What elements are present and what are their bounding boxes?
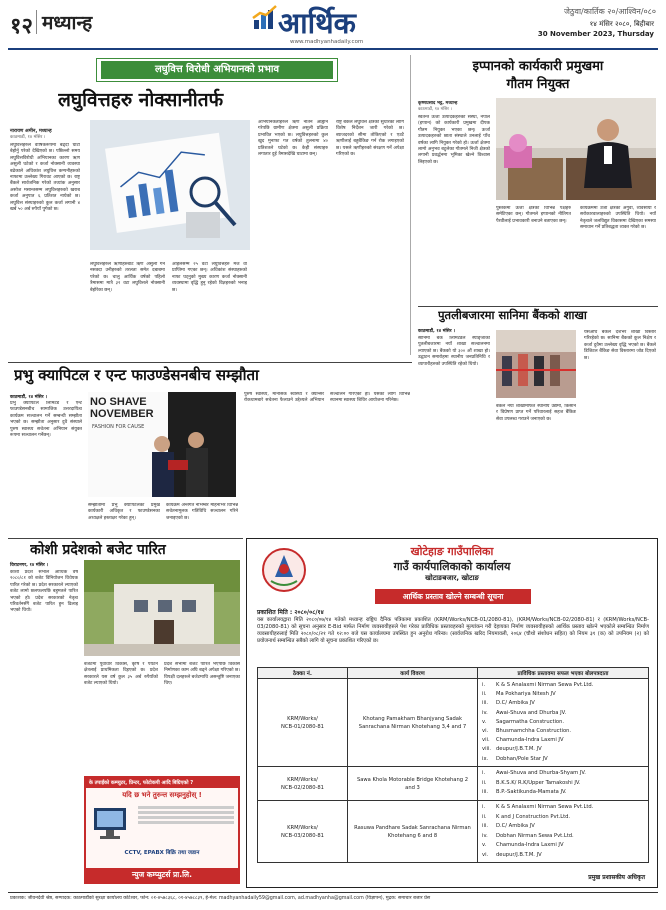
logo-wordmark: आर्थिक xyxy=(278,6,356,40)
story1-byline: नारायण अमीन, मध्यान्ह xyxy=(10,129,52,134)
header-work: कार्य विवरण xyxy=(348,668,478,678)
story4-rule xyxy=(8,362,412,363)
row3-contract: KRM/Works/ NCB-03/2080-81 xyxy=(258,801,348,862)
notice-office3: खोटाङबजार, खोटाङ xyxy=(425,574,479,582)
story1-headline[interactable]: लघुवित्तहरु नोक्सानीतर्फ xyxy=(58,89,224,111)
story4-col1: प्रभु क्यापिटल लिमिटेड र एन्ट फाउण्डेसनबीच सामाजिक उत्तरदायित्व कार्यक्रम सञ्चालन गर्ने सम्बन्धी सम्झौता भएको छ। सम्झौता अनुसार दुवै संस्थाले पुरुष स्वास्थ्य सचेतना अभियान संयुक्त रूपमा सञ्चालन गर्नेछन्। xyxy=(10,401,82,439)
story1-col5: राष्ट्र बैंकले लघुवित्त क्षेत्रको सुधारका लागि विशेष निर्देशन जारी गरेको छ। ब्याजदरको सीमा तोकिएको र एउटै ऋणीलाई बहुबैंकिङ गर्न रोक लगाइएको छ। यसले ऋणीहरुको संरक्षण गर्ने अपेक्षा गरिएको छ। xyxy=(336,120,404,158)
bidder-item: ii. K and J Construction Pvt.Ltd. xyxy=(482,813,571,820)
assembly-building-photo xyxy=(84,560,240,656)
no-shave-subtitle: FASHION FOR CAUSE xyxy=(92,424,145,430)
computer-icon xyxy=(90,804,134,844)
row1-bidders xyxy=(478,679,648,766)
notice-pub-date: प्रकाशित मिति : २०८०/०८/१४ xyxy=(257,609,324,616)
table-row xyxy=(257,767,649,801)
notice-table xyxy=(257,667,649,863)
notice-office1: खोटेहाङ गाउँपालिका xyxy=(410,545,494,558)
story3-col2: बैंकले नयाँ शाखामार्फत स्थानीय उद्यमी, किसान र विप्रेषण प्राप्त गर्ने परिवारलाई सहज बैंकिङ सेवा उपलब्ध गराउने जनाएको छ। xyxy=(496,404,576,422)
row1-contract: KRM/Works/ NCB-01/2080-81 xyxy=(258,679,348,766)
public-notice xyxy=(246,538,658,888)
story2-byline-block xyxy=(418,100,488,112)
story1-byline-block xyxy=(10,128,80,140)
masthead-rule xyxy=(8,48,658,50)
story5-headline[interactable]: कोशी प्रदेशको बजेट पारित xyxy=(30,542,166,558)
story4-col3: कार्यक्रम अन्तर्गत नोभेम्बर महिनाभर विभिन्न सचेतनामूलक गतिविधि सञ्चालन गरिने जनाइएको छ। xyxy=(166,503,238,521)
ad-line3: CCTV, EPABX बिक्रि तथा जडान xyxy=(124,850,200,856)
story2-col3: कार्यक्रममा उर्जा क्षेत्रका अगुवा, व्यवसायी र सरोकारवालाहरुको उपस्थिति थियो। नयाँ नेतृत्वले जलविद्युत विकासमा देखिएका समस्या समाधान गर्ने प्रतिबद्धता व्यक्त गरेको छ। xyxy=(580,206,656,231)
story3-byline: काठमाडौं, १४ मंसिर । xyxy=(418,329,455,334)
ad-line2: यदि छ भने तुरुन्त सम्झनुहोस् ! xyxy=(122,791,202,799)
story2-dateline: काठमाडौं, १४ मंसिर । xyxy=(418,107,452,112)
bidder-item: i. K & S Analaxmi Nirman Sewa Pvt.Ltd. xyxy=(482,804,594,810)
story4-headline[interactable]: प्रभु क्यापिटल र एन्ट फाउण्डेसनबीच सम्झौता xyxy=(14,366,259,384)
bidder-item: viii. deupur/J.B.T.M. JV xyxy=(482,746,542,753)
story1-kicker: लघुवित्त विरोधी अभियानको प्रभाव xyxy=(101,61,333,79)
table-row xyxy=(257,679,649,767)
row3-work: Rasuwa Pandhare Sadak Sanrachana Nirman Khotehang 6 and 8 xyxy=(348,801,478,862)
finance-chart-illustration xyxy=(90,120,250,250)
story3-headline[interactable]: पुतलीबजारमा सानिमा बैंकको शाखा xyxy=(438,308,587,322)
notice-signature: प्रमुख प्रशासकीय अधिकृत xyxy=(588,874,645,881)
no-shave-banner: NO SHAVE NOVEMBER xyxy=(90,396,154,420)
computer-ad[interactable] xyxy=(84,776,240,884)
story3-photo xyxy=(496,330,576,398)
column-rule xyxy=(410,55,411,355)
bidder-item: vi. Bhusmamchha Construction. xyxy=(482,728,572,735)
bidder-item: vii. Chamunda-Indra Laxmi JV xyxy=(482,737,564,744)
story5-col2: बजेटमा पूर्वाधार विकास, कृषि र पर्यटन क्षेत्रलाई प्राथमिकता दिइएको छ। प्रदेश सरकारले यस वर्ष कुल ३५ अर्ब रुपैयाँको बजेट ल्याएको थियो। xyxy=(84,662,158,687)
bidder-item: iv. Dobhan Nirman Sewa Pvt.Ltd. xyxy=(482,832,574,839)
story2-col2: पुस्तकमा ऊर्जा क्षेत्रका विभिन्न पक्षहरु समेटिएका छन्। गौतमले इप्पानको नीतिगत पैरवीलाई प्रभावकारी बनाउने बताएका छन्। xyxy=(496,206,571,224)
story5-col1: कोशी प्रदेश सभाले आर्थिक वर्ष २०८०/८१ को बजेट विनियोजन विधेयक पारित गरेको छ। प्रदेश सरकारले ल्याएको बजेट लामो छलफलपछि बहुमतले पारित भएको हो। प्रदेश सरकारको नेतृत्व परिवर्तनसँगै बजेट पारित हुन ढिलाइ भएको थियो। xyxy=(10,570,78,614)
bidder-item: iii. B.P.-Saktikunda-Mamata JV. xyxy=(482,789,567,795)
bidder-item: iv. Awai-Shuva and Dhurba JV. xyxy=(482,709,567,716)
notice-title: आर्थिक प्रस्ताव खोल्ने सम्बन्धी सूचना xyxy=(375,589,531,604)
bidder-item: i. K & S Analaxmi Nirman Sewa Pvt.Ltd. xyxy=(482,682,594,688)
story4-col4: पुरुष स्वास्थ्य, मानसिक स्वास्थ्य र क्यान्सर रोकथामबारे सचेतना फैलाउने उद्देश्यले अभियान सञ्चालन गरिएको हो। यसका लागि विभिन्न स्थानमा स्वास्थ्य शिविर आयोजना गरिनेछ। xyxy=(244,392,410,404)
footer-imprint: प्रकाशक: जीवनदेवी श्रेष्ठ, सम्पादक: काठमाडौंको सुरक्षा कार्यालय कोटेश्वर, फोन: ०१-४५७८३६८, ०१-४५७८८३९, ई-मेल: madhyanhadaily59@gmail.com, ad.madhyanha@gmail.com (विज्ञापन), मुद्रक: समाचार बजार प्रेस xyxy=(10,896,431,901)
bidder-item: iii. D.C/ Ambika JV xyxy=(482,823,535,830)
bidder-item: ii. Ma Pokhariya Nitesh JV xyxy=(482,691,556,698)
story4-col2: सम्झौतामा प्रभु क्यापिटलका प्रमुख कार्यकारी अधिकृत र फाउण्डेसनका अध्यक्षले हस्ताक्षर गरेका हुन्। xyxy=(88,503,160,521)
table-row xyxy=(257,801,649,863)
ribbon-cutting-photo xyxy=(496,330,576,398)
story1-col3: अहिलेसम्म २५ वटा लघुवित्तहरु मर्ज वा प्राप्तिमा गएका छन्। अधिकांश संस्थाहरुको नाफा घट्नुको मुख्य कारण कर्जा नोक्सानी व्यवस्थामा वृद्धि हुनु रहेको विज्ञहरुको भनाइ छ। xyxy=(172,262,247,293)
notice-office2: गाउँ कार्यपालिकाको कार्यालय xyxy=(393,560,511,573)
appointee-photo xyxy=(496,98,656,200)
story5-col3: प्रदेश सभामा बजेट पारित भएपछि विकास निर्माणका काम अघि बढ्ने अपेक्षा गरिएको छ। विपक्षी दलहरुले बजेटमाथि असन्तुष्टि जनाएका थिए। xyxy=(164,662,240,687)
bidder-item: v. Chamunda-Indra Laxmi JV xyxy=(482,842,564,849)
bidder-item: v. Sagarmatha Construction. xyxy=(482,718,565,725)
date-nepali: १४ मंसिर २०८०, बिहीबार xyxy=(589,20,654,28)
masthead-divider xyxy=(36,10,37,34)
date-english: 30 November 2023, Thursday xyxy=(537,30,654,38)
ad-line1: के तपाईंको कम्प्युटर, प्रिन्टर, फोटोकपी आदि बिग्रिएको ? xyxy=(86,778,238,788)
story3-rule xyxy=(418,306,658,307)
story2-col1: स्वतन्त्र ऊर्जा उत्पादकहरुको संस्था, नेपाल (इप्पान) को कार्यकारी प्रमुखमा दीपक गौतम नियुक्त भएका छन्। ऊर्जा उत्पादकहरुको छाता संस्थाले उनलाई पाँच वर्षका लागि नियुक्त गरेको हो। ऊर्जा क्षेत्रमा लामो अनुभव बटुलेका गौतमले निजी क्षेत्रको लगानी प्रवर्द्धनमा भूमिका खेल्ने विश्वास लिइएको छ। xyxy=(418,115,490,165)
story3-col1: सानिमा बैंक लिमिटेडले स्याङ्जाको पुतलीबजारमा नयाँ शाखा सञ्चालनमा ल्याएको छ। बैंकको यो ३०० औं शाखा हो। उद्घाटन समारोहमा स्थानीय जनप्रतिनिधि र व्यापारीहरुको उपस्थिति रहेको थियो। xyxy=(418,336,490,367)
story3-col3: यसअघि बैंकले देशभर शाखा विस्तार गरिरहेको छ। सानिमा बैंकको कुल निक्षेप र कर्जा दुवैमा उल्लेख्य वृद्धि भएको छ। बैंकले डिजिटल बैंकिङ सेवा विस्तारमा जोड दिएको छ। xyxy=(584,330,656,361)
story4-photo xyxy=(88,392,236,497)
bidder-item: ii. B.K.S.K/ R.K/Upper Tamakoshi JV. xyxy=(482,779,581,786)
story5-photo xyxy=(84,560,240,656)
header-contract: ठेक्का नं. xyxy=(258,668,348,678)
ad-footer: न्युज कम्प्युटर्स प्रा.लि. xyxy=(86,868,238,882)
section-name: मध्यान्ह xyxy=(42,12,93,34)
story2-byline: कृष्णप्रसाद भट्ट, मध्यान्ह xyxy=(418,101,458,106)
story1-col4: अभियानकर्ताहरुले ऋण नतिर्न आह्वान गरेपछि ग्रामीण क्षेत्रमा असुली प्रक्रिया प्रभावित भएको छ। लघुवित्तहरुको कुल खुद मुनाफा गत वर्षको तुलनामा ४० प्रतिशतले घटेको छ। केही संस्थाहरु लगातार दुई त्रैमासदेखि घाटामा छन्। xyxy=(258,120,328,158)
page-number: १२ xyxy=(10,13,33,39)
notice-table-header xyxy=(257,667,649,679)
header-bidders: प्राविधिक प्रस्तावमा सफल भएका बोलपत्रदाता xyxy=(517,671,609,677)
bidder-item: iii. D.C/ Ambika JV xyxy=(482,700,535,707)
row2-work: Sawa Khola Motorable Bridge Khotehang 2 and 3 xyxy=(348,767,478,800)
story4-byline: काठमाडौं, १४ मंसिर । xyxy=(10,395,47,400)
bidder-item: ix. Dobhan/Pole Star JV xyxy=(482,755,548,762)
row2-bidders xyxy=(478,767,648,800)
story2-photo xyxy=(496,98,656,200)
story2-headline-line1[interactable]: इप्पानको कार्यकारी प्रमुखमा xyxy=(472,59,604,74)
row3-bidders xyxy=(478,801,648,862)
story2-headline-line2[interactable]: गौतम नियुक्त xyxy=(506,77,570,92)
row2-contract: KRM/Works/ NCB-02/2080-81 xyxy=(258,767,348,800)
story5-rule xyxy=(8,538,243,539)
story1-dateline: काठमाडौं, १४ मंसिर । xyxy=(10,135,46,140)
notice-body: यस कार्यालयद्वारा मिति २०८०/०७/१४ गतेको मध्यान्ह राष्ट्रिय दैनिक पत्रिकामा प्रकाशित (KRM/Works/NCB-01/2080-81), (KRM/Works/NCB-02/2080-81) र (KRM/Works/NCB-03/2080-81) को सूचना अनुसार E-Bid मार्फत निर्माण व्यवसायीहरुले पेश गरेका प्राविधिक प्रस्तावहरुको मूल्यांकन गरी देहायका निर्माण व्यवसायीहरुको आर्थिक प्रस्ताव खोल्ने भएकोले सम्बन्धित निर्माण व्यवसायीहरुलाई मिति २०८०/०८/२१ गते १२:०० बजे यस कार्यालयमा उपस्थित हुन अनुरोध गरिन्छ। (सार्वजनिक खरिद नियमावली, २०६४ (चौथो संशोधन सहित) को नियम ३१ (क) को उपनियम (२) को प्रयोजनार्थ सम्बन्धित सबैको लागि यो सूचना प्रकाशित गरिएको छ। xyxy=(257,617,649,644)
row1-work: Khotang Pamakham Bhanjyang Sadak Sanrachana Nirman Khotehang 3,4 and 7 xyxy=(348,679,478,766)
bidder-item: i. Awai-Shuva and Dhurba-Shyam JV. xyxy=(482,770,586,776)
story1-photo xyxy=(90,120,250,250)
logo-url[interactable]: www.madhyanhadaily.com xyxy=(290,39,364,45)
top-strip-text: जेठुवा/कार्तिक २०/आश्विन/०८० xyxy=(563,7,656,16)
story1-col2: लघुवित्तहरुले ऋणीहरुबाट ऋण असुली गर्न नसक्दा उनीहरुको तरलता समेत दबाबमा परेको छ। चालु आर्थिक वर्षको पहिलो त्रैमासमा मात्रै ३२ वटा लघुवित्तले नोक्सानी बेहोरेका छन्। xyxy=(90,262,165,293)
logo-icon xyxy=(252,4,278,30)
bidder-item: vi. deupur/J.B.T.M. JV xyxy=(482,851,542,858)
story1-col1: लघुवित्तहरुले वार्षिकरूपमा बढ्दो घाटा बेहोर्नु परेको देखिएको छ। पछिल्लो समय लघुवित्तविरोधी अभियानका कारण ऋण असुली घटेको र कर्जा नोक्सानी व्यवस्था बढेकाले अधिकांश लघुवित्त कम्पनीहरुको नाफामा उल्लेख्य गिरावट आएको छ। राष्ट्र बैंकले सार्वजनिक गरेको तथ्यांक अनुसार असोज मसान्तसम्म लघुवित्तहरुको खराब कर्जा अनुपात ६ प्रतिशत नाघेको छ। लघुवित्त संस्थाहरुको कुल कर्जा लगानी ४ खर्ब ५० अर्ब रुपैयाँ पुगेको छ। xyxy=(10,143,80,213)
story5-byline: विराटनगर, १४ मंसिर । xyxy=(10,563,49,568)
footer-rule xyxy=(8,892,658,893)
